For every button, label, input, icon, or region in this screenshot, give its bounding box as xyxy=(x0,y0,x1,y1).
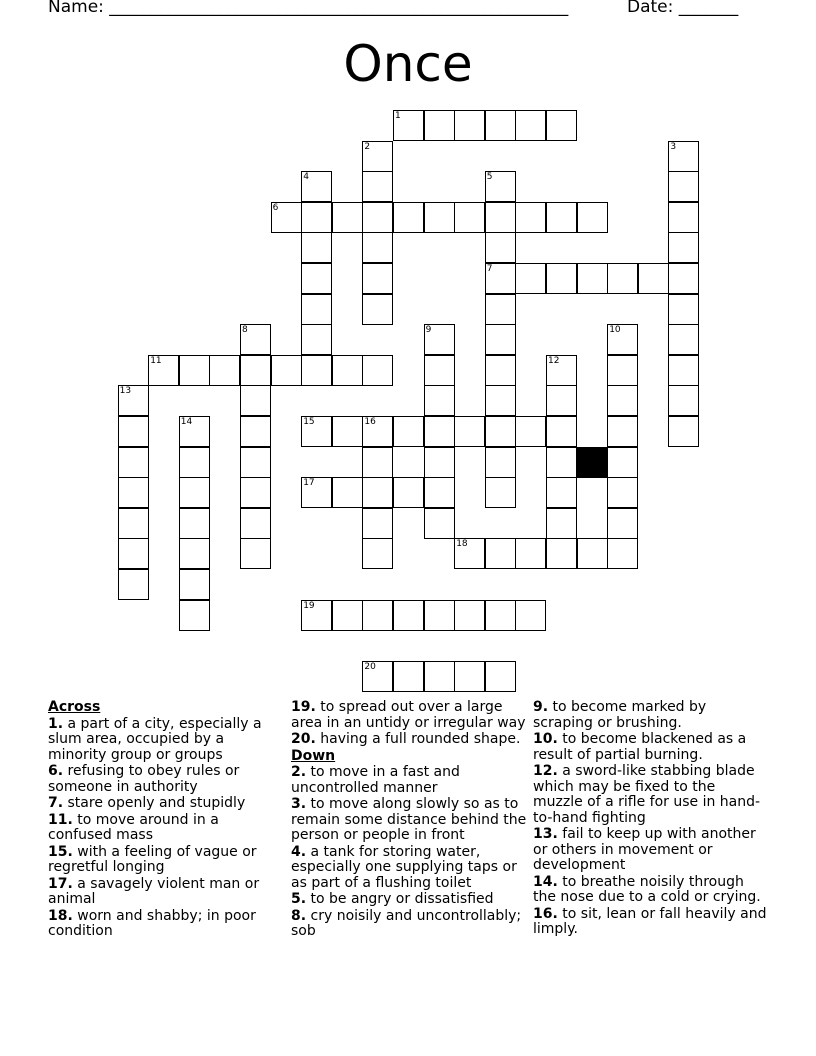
grid-cell[interactable] xyxy=(179,508,210,539)
grid-cell[interactable] xyxy=(362,171,393,202)
cell-number: 4 xyxy=(303,172,309,183)
date-field-label: Date: _______ xyxy=(627,0,739,17)
clue-down-3: 3. to move along slowly so as to remain some distance behind the person or people in front xyxy=(291,796,527,843)
grid-cell[interactable] xyxy=(515,202,546,233)
grid-cell[interactable] xyxy=(118,569,149,600)
grid-cell[interactable] xyxy=(301,263,332,294)
grid-cell[interactable] xyxy=(362,416,393,447)
clue-across-19: 19. to spread out over a large area in an untidy or irregular way xyxy=(291,699,526,731)
grid-cell[interactable] xyxy=(179,600,210,631)
grid-cell[interactable] xyxy=(393,416,424,447)
grid-cell[interactable] xyxy=(393,110,424,141)
grid-cell[interactable] xyxy=(301,232,332,263)
grid-cell[interactable] xyxy=(607,355,638,386)
grid-cell[interactable] xyxy=(607,324,638,355)
grid-cell[interactable] xyxy=(393,202,424,233)
grid-cell[interactable] xyxy=(668,385,699,416)
cell-number: 1 xyxy=(395,111,401,121)
grid-cell[interactable] xyxy=(240,385,271,416)
grid-cell[interactable] xyxy=(332,416,363,447)
grid-cell[interactable] xyxy=(546,538,577,569)
grid-cell[interactable] xyxy=(362,661,393,692)
cell-number: 17 xyxy=(303,478,315,489)
grid-cell[interactable] xyxy=(393,477,424,508)
grid-cell[interactable] xyxy=(668,202,699,233)
grid-cell[interactable] xyxy=(424,110,455,141)
clue-across-17: 17. a savagely violent man or animal xyxy=(48,875,260,907)
grid-cell[interactable] xyxy=(240,416,271,447)
grid-cell[interactable] xyxy=(118,508,149,539)
cell-number: 14 xyxy=(180,417,193,427)
grid-cell[interactable] xyxy=(424,416,455,447)
grid-cell[interactable] xyxy=(301,477,332,508)
grid-cell[interactable] xyxy=(424,661,455,692)
grid-cell[interactable] xyxy=(546,447,577,478)
grid-cell[interactable] xyxy=(148,355,179,386)
grid-cell[interactable] xyxy=(454,416,485,447)
grid-cell[interactable] xyxy=(607,538,638,569)
grid-cell[interactable] xyxy=(546,477,577,508)
grid-cell[interactable] xyxy=(515,263,546,294)
grid-cell[interactable] xyxy=(362,477,393,508)
grid-cell[interactable] xyxy=(607,508,638,539)
clue-across-1: 1. a part of a city, especially a slum area, occupied by a minority group or groups xyxy=(48,715,262,763)
grid-cell[interactable] xyxy=(118,385,149,416)
cell-number: 5 xyxy=(486,172,493,183)
grid-cell[interactable] xyxy=(485,263,516,294)
grid-cell[interactable] xyxy=(301,324,332,355)
grid-cell[interactable] xyxy=(668,355,699,386)
grid-cell[interactable] xyxy=(546,416,577,447)
grid-cell[interactable] xyxy=(515,416,546,447)
grid-cell[interactable] xyxy=(607,263,638,294)
grid-cell[interactable] xyxy=(179,569,210,600)
grid-cell[interactable] xyxy=(332,355,363,386)
cell-number: 3 xyxy=(670,141,677,152)
grid-cell[interactable] xyxy=(485,661,516,692)
grid-cell[interactable] xyxy=(424,385,455,416)
cell-number: 18 xyxy=(456,539,468,550)
grid-cell[interactable] xyxy=(515,600,546,631)
cell-number: 12 xyxy=(548,355,560,366)
grid-cell[interactable] xyxy=(179,477,210,508)
grid-cell[interactable] xyxy=(271,202,302,233)
clue-down-2: 2. to move in a fast and uncontrolled manner xyxy=(291,764,460,796)
grid-cell[interactable] xyxy=(393,600,424,631)
grid-cell[interactable] xyxy=(638,263,669,294)
cell-number: 20 xyxy=(364,661,376,672)
grid-cell[interactable] xyxy=(301,171,332,202)
cell-number: 9 xyxy=(425,325,432,336)
cell-number: 11 xyxy=(150,355,162,366)
grid-cell[interactable] xyxy=(485,538,516,569)
cell-number: 7 xyxy=(486,264,493,274)
grid-cell[interactable] xyxy=(118,477,149,508)
grid-cell[interactable] xyxy=(179,416,210,447)
grid-cell[interactable] xyxy=(240,477,271,508)
clue-column-2 xyxy=(291,700,527,941)
grid-cell[interactable] xyxy=(577,263,608,294)
grid-block-cell xyxy=(577,447,608,478)
grid-cell[interactable] xyxy=(240,447,271,478)
grid-cell[interactable] xyxy=(668,294,699,325)
grid-cell[interactable] xyxy=(485,600,516,631)
grid-cell[interactable] xyxy=(362,508,393,539)
grid-cell[interactable] xyxy=(546,263,577,294)
grid-cell[interactable] xyxy=(485,385,516,416)
cell-number: 19 xyxy=(303,600,315,611)
grid-cell[interactable] xyxy=(301,294,332,325)
grid-cell[interactable] xyxy=(332,600,363,631)
grid-cell[interactable] xyxy=(454,600,485,631)
clue-down-10: 10. to become blackened as a result of partial burning. xyxy=(533,731,747,763)
grid-cell[interactable] xyxy=(607,477,638,508)
grid-cell[interactable] xyxy=(485,447,516,478)
clue-down-5: 5. to be angry or dissatisfied xyxy=(291,891,494,907)
grid-cell[interactable] xyxy=(362,202,393,233)
clue-across-6: 6. refusing to obey rules or someone in authority xyxy=(48,763,240,795)
grid-cell[interactable] xyxy=(179,538,210,569)
cell-number: 8 xyxy=(242,325,248,336)
cell-number: 16 xyxy=(364,417,376,427)
grid-cell[interactable] xyxy=(271,355,302,386)
grid-cell[interactable] xyxy=(668,324,699,355)
grid-cell[interactable] xyxy=(362,141,393,172)
clue-down-16: 16. to sit, lean or fall heavily and limply. xyxy=(533,905,767,937)
grid-cell[interactable] xyxy=(362,355,393,386)
grid-cell[interactable] xyxy=(209,355,240,386)
grid-cell[interactable] xyxy=(424,355,455,386)
grid-cell[interactable] xyxy=(179,447,210,478)
grid-cell[interactable] xyxy=(485,324,516,355)
grid-cell[interactable] xyxy=(668,263,699,294)
grid-cell[interactable] xyxy=(485,294,516,325)
grid-cell[interactable] xyxy=(424,508,455,539)
grid-cell[interactable] xyxy=(301,355,332,386)
grid-cell[interactable] xyxy=(332,477,363,508)
grid-cell[interactable] xyxy=(485,232,516,263)
grid-cell[interactable] xyxy=(668,141,699,172)
cell-number: 15 xyxy=(303,417,315,427)
grid-cell[interactable] xyxy=(485,110,516,141)
clue-across-7: 7. stare openly and stupidly xyxy=(48,795,246,811)
grid-cell[interactable] xyxy=(301,416,332,447)
grid-cell[interactable] xyxy=(424,202,455,233)
cell-number: 6 xyxy=(272,202,279,213)
grid-cell[interactable] xyxy=(301,600,332,631)
grid-cell[interactable] xyxy=(485,416,516,447)
grid-cell[interactable] xyxy=(485,477,516,508)
grid-cell[interactable] xyxy=(240,324,271,355)
grid-cell[interactable] xyxy=(485,171,516,202)
page-title: Once xyxy=(343,35,473,93)
grid-cell[interactable] xyxy=(668,416,699,447)
grid-cell[interactable] xyxy=(118,447,149,478)
clue-across-18: 18. worn and shabby; in poor condition xyxy=(48,907,256,939)
grid-cell[interactable] xyxy=(546,202,577,233)
grid-cell[interactable] xyxy=(454,661,485,692)
clue-column-3 xyxy=(533,700,768,939)
grid-cell[interactable] xyxy=(607,385,638,416)
grid-cell[interactable] xyxy=(362,600,393,631)
grid-cell[interactable] xyxy=(424,324,455,355)
grid-cell[interactable] xyxy=(362,447,393,478)
clue-across-15: 15. with a feeling of vague or regretful longing xyxy=(48,843,257,875)
grid-cell[interactable] xyxy=(362,538,393,569)
grid-cell[interactable] xyxy=(393,661,424,692)
grid-cell[interactable] xyxy=(485,355,516,386)
clue-down-4: 4. a tank for storing water, especially one supplying taps or as part of a flushing toilet xyxy=(291,843,517,891)
clue-column-1 xyxy=(48,700,270,941)
clue-across-11: 11. to move around in a confused mass xyxy=(48,811,219,843)
cell-number: 10 xyxy=(609,325,621,336)
grid-cell[interactable] xyxy=(179,355,210,386)
grid-cell[interactable] xyxy=(454,202,485,233)
grid-cell[interactable] xyxy=(424,600,455,631)
grid-cell[interactable] xyxy=(454,538,485,569)
clue-across-20: 20. having a full rounded shape. xyxy=(291,731,521,747)
grid-cell[interactable] xyxy=(362,232,393,263)
grid-cell[interactable] xyxy=(668,232,699,263)
grid-cell[interactable] xyxy=(454,110,485,141)
cell-number: 13 xyxy=(119,386,132,397)
grid-cell[interactable] xyxy=(546,355,577,386)
grid-cell[interactable] xyxy=(240,508,271,539)
clue-down-13: 13. fail to keep up with another or others in movement or development xyxy=(533,826,756,873)
grid-cell[interactable] xyxy=(240,355,271,386)
clue-down-12: 12. a sword-like stabbing blade which may be fixed to the muzzle of a rifle for use in hand-to-hand fighting xyxy=(533,763,761,826)
clue-down-8: 8. cry noisily and uncontrollably; sob xyxy=(291,907,522,939)
grid-cell[interactable] xyxy=(332,202,363,233)
grid-cell[interactable] xyxy=(118,538,149,569)
grid-cell[interactable] xyxy=(607,416,638,447)
down-heading: Down xyxy=(291,747,336,764)
grid-cell[interactable] xyxy=(546,508,577,539)
grid-cell[interactable] xyxy=(301,202,332,233)
grid-cell[interactable] xyxy=(424,447,455,478)
grid-cell[interactable] xyxy=(362,263,393,294)
grid-cell[interactable] xyxy=(118,416,149,447)
grid-cell[interactable] xyxy=(515,110,546,141)
grid-cell[interactable] xyxy=(668,171,699,202)
grid-cell[interactable] xyxy=(240,538,271,569)
grid-cell[interactable] xyxy=(515,538,546,569)
grid-cell[interactable] xyxy=(485,202,516,233)
name-field-label: Name: ______________________________________________________ xyxy=(48,0,569,17)
grid-cell[interactable] xyxy=(362,294,393,325)
grid-cell[interactable] xyxy=(424,477,455,508)
across-heading: Across xyxy=(48,699,101,715)
clue-down-14: 14. to breathe noisily through the nose due to a cold or crying. xyxy=(533,873,761,905)
grid-cell[interactable] xyxy=(607,447,638,478)
cell-number: 2 xyxy=(364,141,371,152)
grid-cell[interactable] xyxy=(577,202,608,233)
grid-cell[interactable] xyxy=(546,110,577,141)
clue-down-9: 9. to become marked by scraping or brushing. xyxy=(533,699,707,731)
grid-cell[interactable] xyxy=(577,538,608,569)
grid-cell[interactable] xyxy=(546,385,577,416)
